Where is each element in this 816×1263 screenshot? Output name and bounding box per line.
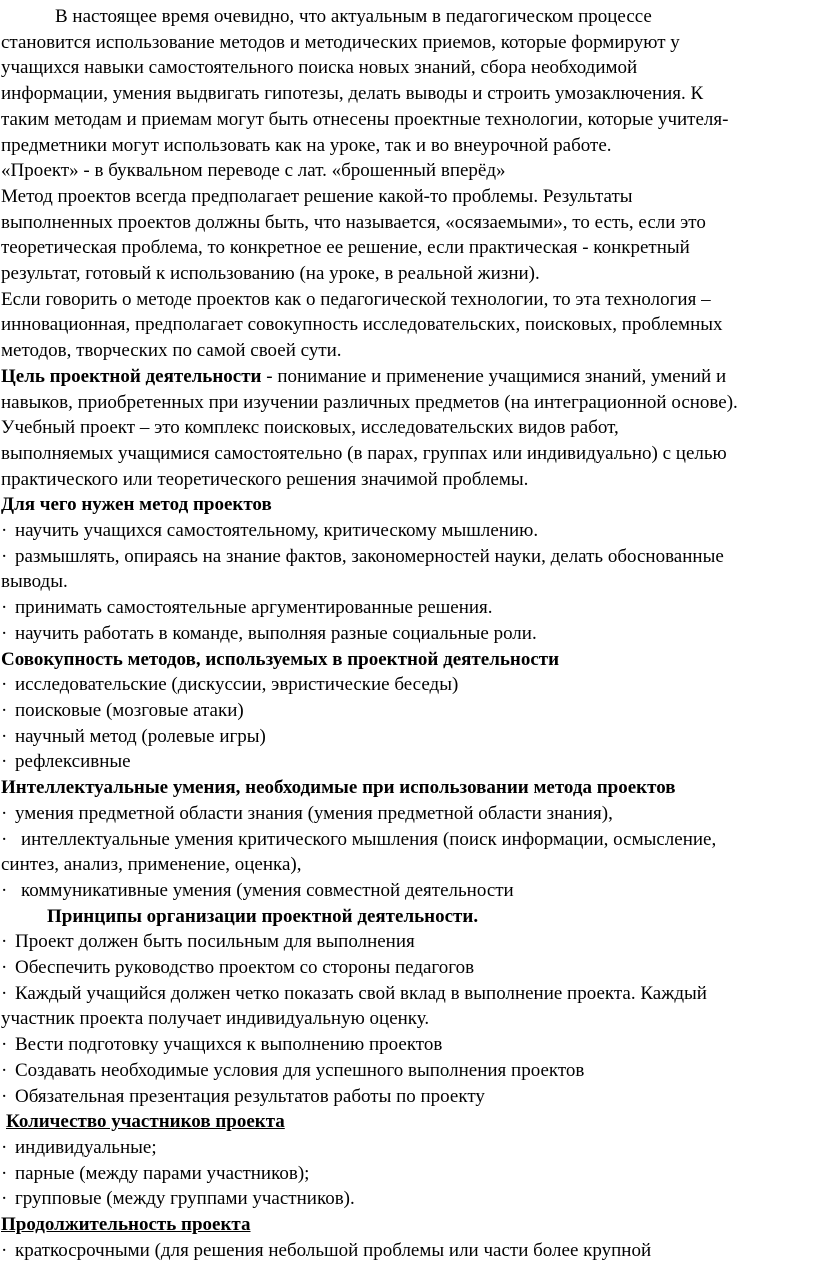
bullet-icon: ·: [1, 982, 8, 1004]
section-heading: Количество участников проекта: [6, 1111, 285, 1133]
list-item-continuation: выводы.: [1, 571, 68, 593]
text-line: становится использование методов и методических приемов, которые формируют у: [1, 31, 680, 53]
bullet-icon: ·: [1, 597, 8, 619]
technology-paragraph: [0, 287, 816, 364]
method-paragraph: [0, 184, 816, 287]
list-item: · рефлексивные: [0, 749, 816, 775]
bullet-icon: ·: [1, 520, 8, 542]
bullet-icon: ·: [1, 1188, 8, 1210]
list-item: · умения предметной области знания (умения предметной области знания),: [0, 801, 816, 827]
list-item: · Каждый учащийся должен четко показать свой вклад в выполнение проекта. Каждый: [0, 981, 816, 1007]
section-heading: Интеллектуальные умения, необходимые при использовании метода проектов: [1, 777, 676, 799]
bullet-icon: ·: [1, 1034, 8, 1056]
list-item: · научить учащихся самостоятельному, критическому мышлению.: [0, 518, 816, 544]
list-item: · краткосрочными (для решения небольшой проблемы или части более крупной: [0, 1238, 816, 1263]
list-item: · научный метод (ролевые игры): [0, 724, 816, 750]
goal-text: - понимание и применение учащимися знаний, умений и: [261, 365, 727, 387]
text-line: результат, готовый к использованию (на уроке, в реальной жизни).: [1, 263, 540, 285]
goal-label: Цель проектной деятельности: [1, 365, 262, 387]
principles-section: [0, 904, 816, 1110]
text-line: практического или теоретического решения значимой проблемы.: [1, 468, 529, 490]
intro-paragraph: [0, 4, 816, 158]
section-heading: Для чего нужен метод проектов: [1, 494, 272, 516]
list-item: · поисковые (мозговые атаки): [0, 698, 816, 724]
list-item: · Вести подготовку учащихся к выполнению проектов: [0, 1032, 816, 1058]
text-line: Учебный проект – это комплекс поисковых, исследовательских видов работ,: [1, 417, 619, 439]
project-definition: «Проект» - в буквальном переводе с лат. «брошенный вперёд»: [1, 160, 506, 182]
goal-paragraph: [0, 364, 816, 415]
bullet-icon: ·: [1, 1162, 8, 1184]
bullet-icon: ·: [1, 674, 8, 696]
bullet-icon: ·: [1, 879, 8, 901]
list-item: · парные (между парами участников);: [0, 1161, 816, 1187]
bullet-icon: ·: [1, 725, 8, 747]
text-line: выполненных проектов должны быть, что называется, «осязаемыми», то есть, если это: [1, 211, 706, 233]
bullet-icon: ·: [1, 957, 8, 979]
text-line: инновационная, предполагает совокупность исследовательских, поисковых, проблемных: [1, 314, 723, 336]
section-heading: Продолжительность проекта: [1, 1214, 251, 1236]
list-item: · Создавать необходимые условия для успешного выполнения проектов: [0, 1058, 816, 1084]
study-project-paragraph: [0, 415, 816, 492]
bullet-icon: ·: [1, 1059, 8, 1081]
text-line: информации, умения выдвигать гипотезы, делать выводы и строить умозаключения. К: [1, 83, 704, 105]
section-heading: Принципы организации проектной деятельности.: [47, 905, 479, 927]
duration-section: [0, 1212, 816, 1263]
text-line: выполняемых учащимися самостоятельно (в парах, группах или индивидуально) с целью: [1, 442, 727, 464]
bullet-icon: ·: [1, 751, 8, 773]
text-line: методов, творческих по самой своей сути.: [1, 340, 342, 362]
bullet-icon: ·: [1, 931, 8, 953]
text-line: Если говорить о методе проектов как о педагогической технологии, то эта технология –: [1, 288, 711, 310]
section-heading: Совокупность методов, используемых в проектной деятельности: [1, 648, 560, 670]
bullet-icon: ·: [1, 699, 8, 721]
bullet-icon: ·: [1, 1136, 8, 1158]
list-item: · Обеспечить руководство проектом со стороны педагогов: [0, 955, 816, 981]
bullet-icon: ·: [1, 1239, 8, 1261]
text-line: учащихся навыки самостоятельного поиска новых знаний, сбора необходимой: [1, 57, 638, 79]
bullet-icon: ·: [1, 622, 8, 644]
text-line: теоретическая проблема, то конкретное ее решение, если практическая - конкретный: [1, 237, 690, 259]
list-item: · Обязательная презентация результатов работы по проекту: [0, 1084, 816, 1110]
participants-section: [0, 1109, 816, 1212]
list-item-continuation: участник проекта получает индивидуальную оценку.: [1, 1008, 430, 1030]
text-line: В настоящее время очевидно, что актуальным в педагогическом процессе: [55, 6, 652, 27]
list-item: · размышлять, опираясь на знание фактов, закономерностей науки, делать обоснованные: [0, 544, 816, 570]
list-item: · индивидуальные;: [0, 1135, 816, 1161]
list-item-continuation: синтез, анализ, применение, оценка),: [1, 854, 302, 876]
list-item: · интеллектуальные умения критического мышления (поиск информации, осмысление,: [0, 827, 816, 853]
text-line: [0, 364, 816, 390]
list-item: · принимать самостоятельные аргументированные решения.: [0, 595, 816, 621]
bullet-icon: ·: [1, 802, 8, 824]
list-item: · научить работать в команде, выполняя разные социальные роли.: [0, 621, 816, 647]
text-line: навыков, приобретенных при изучении различных предметов (на интеграционной основе).: [1, 391, 738, 413]
bullet-icon: ·: [1, 545, 8, 567]
skills-section: [0, 775, 816, 904]
list-item: · исследовательские (дискуссии, эвристические беседы): [0, 672, 816, 698]
text-line: Метод проектов всегда предполагает решение какой-то проблемы. Результаты: [1, 185, 633, 207]
list-item: · групповые (между группами участников).: [0, 1186, 816, 1212]
methods-section: [0, 647, 816, 776]
bullet-icon: ·: [1, 828, 8, 850]
text-line: таким методам и приемам могут быть отнесены проектные технологии, которые учителя-: [1, 108, 729, 130]
why-section: [0, 492, 816, 646]
text-line: предметники могут использовать как на уроке, так и во внеурочной работе.: [1, 134, 612, 156]
list-item: · Проект должен быть посильным для выполнения: [0, 929, 816, 955]
list-item: · коммуникативные умения (умения совместной деятельности: [0, 878, 816, 904]
bullet-icon: ·: [1, 1085, 8, 1107]
